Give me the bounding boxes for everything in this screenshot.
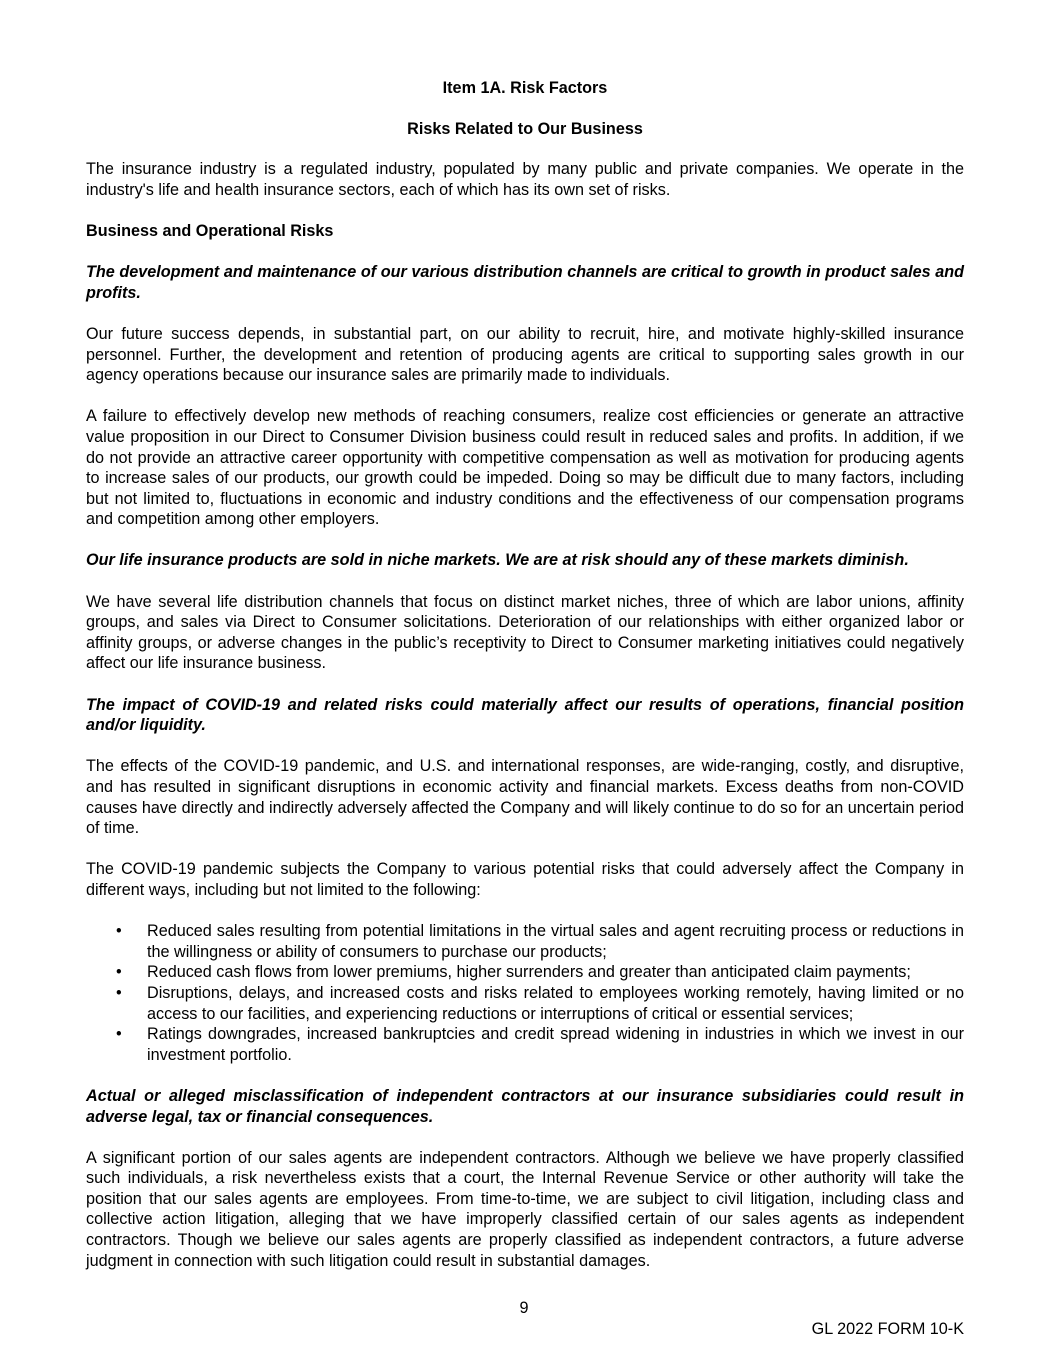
- risk-heading-covid: The impact of COVID-19 and related risks could materially affect our results of operations, financial position and/or liquidity.: [86, 695, 964, 735]
- list-item-text: Reduced sales resulting from potential limitations in the virtual sales and agent recruiting process or reductions in the willingness or ability of consumers to purchase our products;: [147, 922, 964, 961]
- covid-risk-list: [86, 921, 964, 1065]
- document-page: [86, 78, 964, 1292]
- section-title: Risks Related to Our Business: [407, 119, 643, 138]
- paragraph: A failure to effectively develop new methods of reaching consumers, realize cost efficiencies or generate an attractive value proposition in our Direct to Consumer Division business could result in reduced sales and profits. In addition, if we do not provide an attractive career opportunity with competitive compensation as well as motivation for producing agents to increase sales of our products, our growth could be impeded. Doing so may be difficult due to many factors, including but not limited to, fluctuations in economic and industry conditions and the effectiveness of our compensation programs and competition among other employers.: [86, 407, 964, 529]
- subsection-title: Business and Operational Risks: [86, 221, 334, 240]
- risk-heading-niche-markets: Our life insurance products are sold in niche markets. We are at risk should any of these markets diminish.: [86, 551, 909, 570]
- paragraph: Our future success depends, in substantial part, on our ability to recruit, hire, and motivate highly-skilled insurance personnel. Further, the development and retention of producing agents are critical to supporting sales growth in our agency operations because our insurance sales are primarily made to individuals.: [86, 324, 964, 385]
- paragraph: The COVID-19 pandemic subjects the Company to various potential risks that could adversely affect the Company in different ways, including but not limited to the following:: [86, 860, 964, 899]
- list-item: [86, 921, 964, 962]
- paragraph: We have several life distribution channels that focus on distinct market niches, three of which are labor unions, affinity groups, and sales via Direct to Consumer solicitations. Deterioration of our relationships with either organized labor or affinity groups, or adverse changes in the public’s receptivity to Direct to Consumer marketing initiatives could negatively affect our life insurance business.: [86, 592, 964, 673]
- bullet-icon: •: [116, 922, 122, 941]
- list-item: [86, 983, 964, 1024]
- list-item-text: Reduced cash flows from lower premiums, higher surrenders and greater than anticipated claim payments;: [147, 963, 911, 982]
- paragraph: A significant portion of our sales agents are independent contractors. Although we believe we have properly classified such individuals, a risk nevertheless exists that a court, the Internal Revenue Service or other authority will take the position that our sales agents are employees. From time-to-time, we are subject to civil litigation, including class and collective action litigation, alleging that we have improperly classified certain of our sales agents as independent contractors. Though we believe our sales agents are properly classified as independent contractors, a future adverse judgment in connection with such litigation could result in substantial damages.: [86, 1148, 964, 1270]
- list-item: [86, 962, 964, 983]
- risk-heading-misclassification: Actual or alleged misclassification of independent contractors at our insurance subsidiaries could result in adverse legal, tax or financial consequences.: [86, 1086, 964, 1126]
- item-title: Item 1A. Risk Factors: [442, 79, 608, 97]
- bullet-icon: •: [116, 1025, 122, 1044]
- list-item: [86, 1024, 964, 1065]
- list-item-text: Disruptions, delays, and increased costs and risks related to employees working remotely, having limited or no access to our facilities, and experiencing reductions or interruptions of critical or essential services;: [147, 983, 964, 1023]
- page-number: 9: [519, 1299, 529, 1317]
- paragraph: The effects of the COVID-19 pandemic, and U.S. and international responses, are wide-ranging, costly, and disruptive, and has resulted in significant disruptions in economic activity and financial markets. Excess deaths from non-COVID causes have directly and indirectly adversely affected the Company and will likely continue to do so for an uncertain period of time.: [86, 757, 964, 838]
- list-item-text: Ratings downgrades, increased bankruptcies and credit spread widening in industries in which we invest in our investment portfolio.: [147, 1025, 964, 1064]
- bullet-icon: •: [116, 983, 122, 1002]
- intro-paragraph: The insurance industry is a regulated industry, populated by many public and private companies. We operate in the industry's life and health insurance sectors, each of which has its own set of risks.: [86, 160, 964, 199]
- risk-heading-distribution: The development and maintenance of our various distribution channels are critical to growth in product sales and profits.: [86, 263, 964, 302]
- bullet-icon: •: [116, 963, 122, 982]
- footer-form-label: GL 2022 FORM 10-K: [811, 1320, 964, 1338]
